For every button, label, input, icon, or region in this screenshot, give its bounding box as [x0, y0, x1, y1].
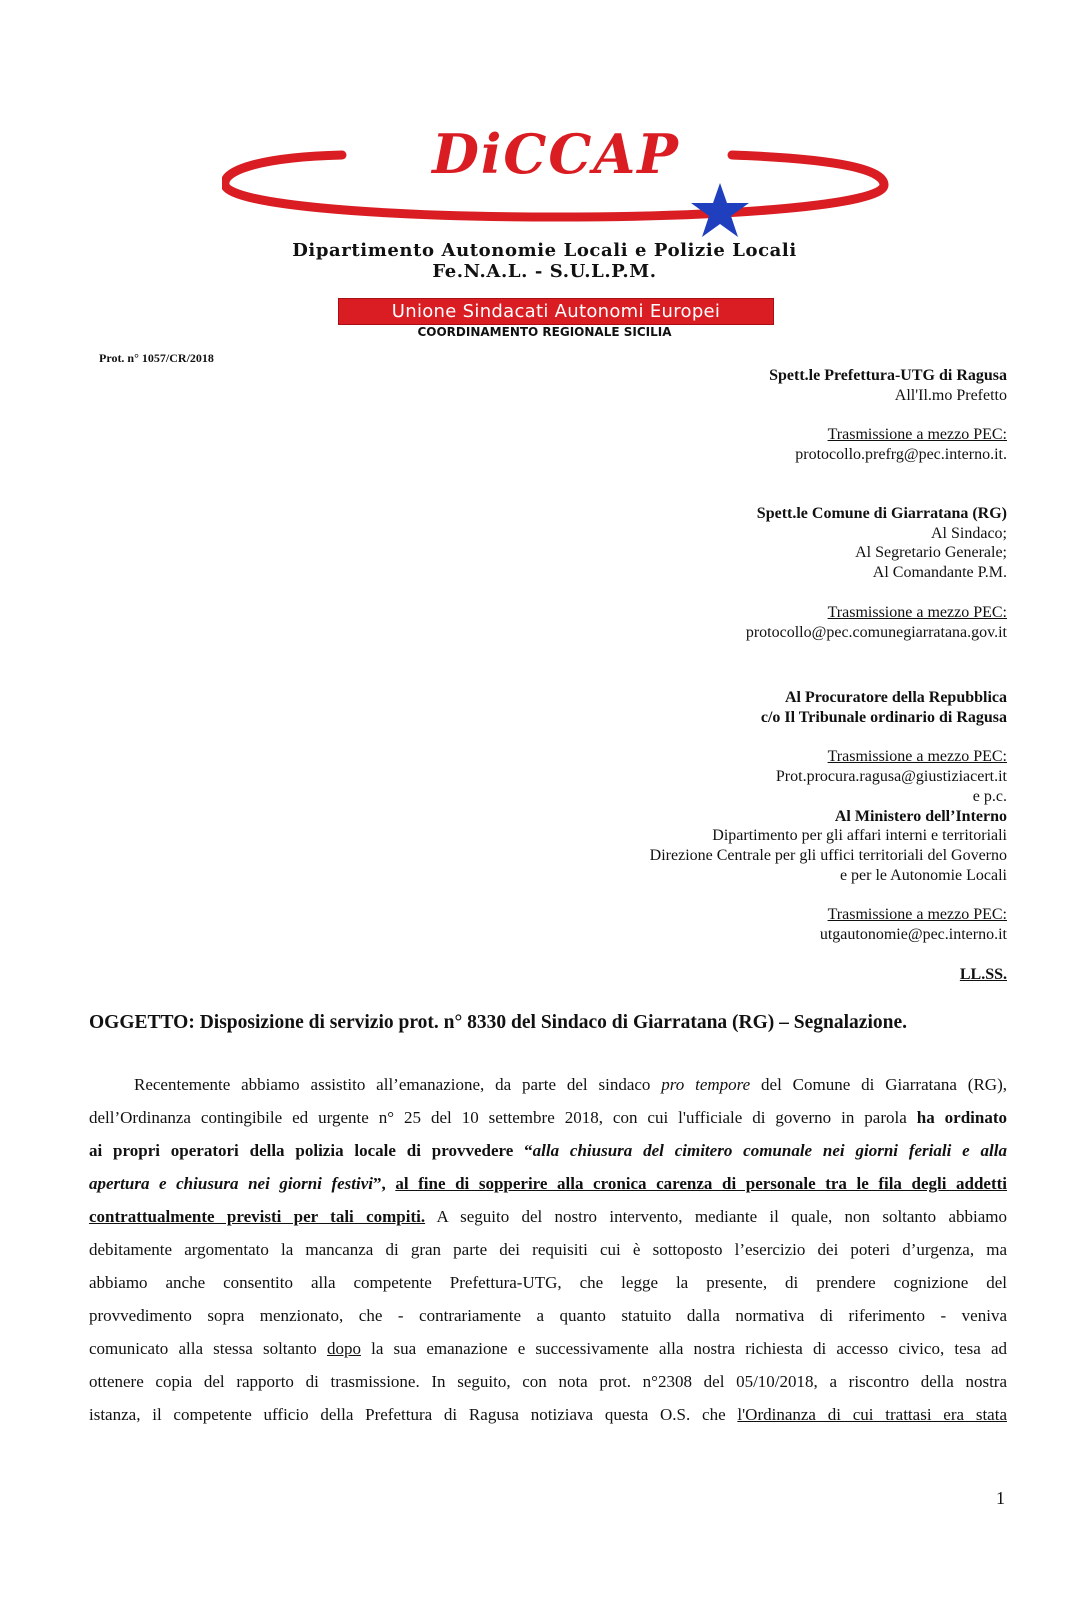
body-line: abbiamo anche consentito alla competente Prefettura-UTG, che legge la presente, di prendere cognizione del	[89, 1273, 1007, 1292]
protocol-number: Prot. n° 1057/CR/2018	[99, 351, 214, 365]
pec-address: protocollo@pec.comunegiarratana.gov.it	[745, 623, 1007, 641]
epc-label: e p.c.	[972, 787, 1007, 805]
subject-line: OGGETTO: Disposizione di servizio prot. n° 8330 del Sindaco di Giarratana (RG) – Segnalazione.	[89, 1012, 908, 1033]
recipient-name: c/o Il Tribunale ordinario di Ragusa	[760, 708, 1007, 726]
recipient-line: Al Comandante P.M.	[872, 564, 1007, 582]
department-heading	[0, 240, 1089, 282]
union-banner: Unione Sindacati Autonomi Europei	[338, 298, 774, 325]
pec-address: Prot.procura.ragusa@giustiziacert.it	[775, 768, 1007, 786]
recipient-name: Al Procuratore della Repubblica	[784, 689, 1007, 706]
recipient-line: Al Segretario Generale;	[855, 544, 1007, 562]
recipient-line: All'Il.mo Prefetto	[894, 386, 1007, 404]
page-number: 1	[996, 1488, 1005, 1508]
recipient-prefettura	[769, 366, 1007, 465]
body-line: debitamente argomentato la mancanza di gran parte dei requisiti cui è sottoposto l’esercizio dei poteri d’urgenza, ma	[89, 1240, 1007, 1259]
logo-text: DiCCAP	[432, 122, 680, 186]
recipient-line: Dipartimento per gli affari interni e territoriali	[712, 827, 1007, 845]
body-line: provvedimento sopra menzionato, che - contrariamente a quanto statuito dalla normativa di riferimento - veniva	[89, 1306, 1007, 1325]
recipient-comune	[746, 504, 1007, 642]
body-line: dell’Ordinanza contingibile ed urgente n° 25 del 10 settembre 2018, con cui l'ufficiale di governo in parola ha ordinato	[89, 1108, 1007, 1127]
coordination-label: COORDINAMENTO REGIONALE SICILIA	[417, 325, 672, 339]
pec-label: Trasmissione a mezzo PEC:	[827, 426, 1007, 444]
recipient-name: Spett.le Comune di Giarratana (RG)	[756, 505, 1007, 522]
recipient-line: Al Sindaco;	[931, 524, 1007, 542]
body-line: ai propri operatori della polizia locale di provvedere “alla chiusura del cimitero comunale nei giorni feriali e alla	[89, 1141, 1007, 1160]
department-name: Dipartimento Autonomie Locali e Polizie Locali	[292, 240, 797, 261]
letter-body	[89, 1068, 1007, 1431]
recipient-name: Spett.le Prefettura-UTG di Ragusa	[769, 367, 1007, 384]
pec-label: Trasmissione a mezzo PEC:	[827, 603, 1007, 621]
body-line: istanza, il competente ufficio della Prefettura di Ragusa notiziava questa O.S. che l'Ordinanza di cui trattasi era stata	[89, 1405, 1007, 1424]
body-line: contrattualmente previsti per tali compiti. A seguito del nostro intervento, mediante il quale, non soltanto abbiamo	[89, 1207, 1007, 1226]
pec-label: Trasmissione a mezzo PEC:	[827, 748, 1007, 766]
pec-label: Trasmissione a mezzo PEC:	[827, 906, 1007, 924]
recipient-procuratore	[650, 688, 1007, 984]
pec-address: utgautonomie@pec.interno.it	[819, 926, 1007, 944]
body-line: apertura e chiusura nei giorni festivi”, al fine di sopperire alla cronica carenza di personale tra le fila degli addetti	[89, 1174, 1008, 1193]
body-line: Recentemente abbiamo assistito all’emanazione, da parte del sindaco pro tempore del Comune di Giarratana (RG),	[134, 1075, 1007, 1094]
llss-label: LL.SS.	[959, 965, 1007, 983]
body-line: ottenere copia del rapporto di trasmissione. In seguito, con nota prot. n°2308 del 05/10/2018, a riscontro della nostra	[89, 1372, 1007, 1391]
recipient-name: Al Ministero dell’Interno	[834, 807, 1007, 825]
recipient-line: Direzione Centrale per gli uffici territoriali del Governo	[649, 846, 1007, 864]
body-line: comunicato alla stessa soltanto dopo la sua emanazione e successivamente alla nostra richiesta di accesso civico, tesa ad	[89, 1339, 1007, 1358]
diccap-logo	[222, 115, 890, 245]
federation-name: Fe.N.A.L. - S.U.L.P.M.	[432, 261, 657, 282]
recipient-line: e per le Autonomie Locali	[839, 866, 1007, 884]
pec-address: protocollo.prefrg@pec.interno.it.	[795, 446, 1007, 464]
